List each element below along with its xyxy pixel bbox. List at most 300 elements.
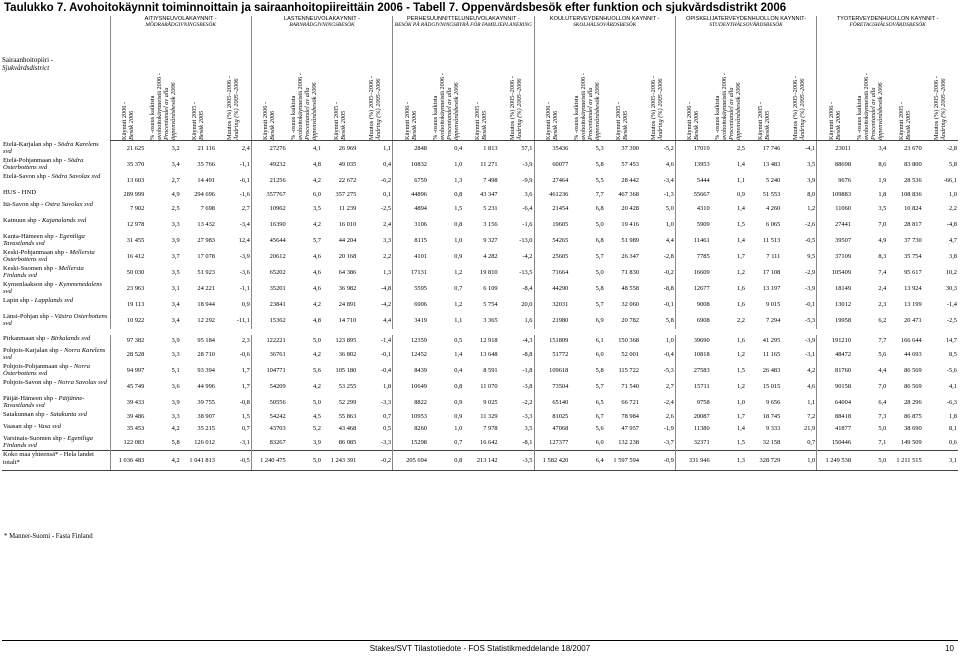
table-cell: -2,9 <box>805 269 816 276</box>
table-cell: 7,3 <box>878 413 887 420</box>
table-cell: 9758 <box>675 395 710 411</box>
table-cell: 4894 <box>393 201 428 217</box>
table-cell: 108 836 <box>900 191 922 198</box>
table-cell: 35 754 <box>904 253 922 260</box>
table-cell: -13,0 <box>519 237 533 244</box>
table-cell: 10832 <box>393 157 428 173</box>
table-cell: -0,2 <box>663 269 674 276</box>
table-cell: 2,7 <box>171 177 180 184</box>
table-cell: 35201 <box>251 281 286 297</box>
table-cell: 15711 <box>675 379 710 395</box>
table-cell: 64 386 <box>338 269 357 276</box>
total-cell: 213 142 <box>463 451 498 471</box>
table-cell: 3,6 <box>171 383 180 390</box>
table-cell: 37 390 <box>621 145 639 153</box>
table-cell: 4101 <box>393 249 428 265</box>
row-label <box>2 335 110 347</box>
total-cell: 1 211 515 <box>887 451 922 471</box>
row-label <box>2 363 110 379</box>
table-cell: 17019 <box>675 141 710 157</box>
table-cell: 81760 <box>817 363 852 379</box>
column-header-fi: Käynnit 2006 - <box>403 101 411 140</box>
table-cell: 19 416 <box>621 221 639 228</box>
table-cell: -2,8 <box>946 145 957 153</box>
table-cell: 1,9 <box>878 177 887 184</box>
table-cell: 39 486 <box>110 411 145 423</box>
column-header <box>357 52 392 141</box>
column-header <box>145 52 180 141</box>
row-label <box>2 265 110 281</box>
table-cell: -3,1 <box>239 438 250 446</box>
table-cell: 44 996 <box>197 383 215 390</box>
column-header <box>322 52 357 141</box>
table-cell: 0,1 <box>383 191 392 198</box>
table-cell: 14 491 <box>197 177 215 184</box>
row-label <box>2 379 110 395</box>
table-cell: 11 165 <box>762 351 781 358</box>
table-cell: 18149 <box>817 281 852 297</box>
column-header-sv: Besök 2005 <box>480 110 488 140</box>
table-cell: 23011 <box>817 141 852 157</box>
total-cell: 328 729 <box>746 451 781 471</box>
table-cell: 32 158 <box>762 438 781 446</box>
district-name-fi: Länsi-Pohjan shp - <box>3 312 53 320</box>
total-row <box>2 451 958 471</box>
table-cell: 95 184 <box>197 337 215 344</box>
district-name-fi: Pohjois-Karjalan shp - <box>3 346 63 354</box>
group-header-fi: ÄITIYSNEUVOLAKÄYNNIT - <box>144 16 217 22</box>
column-header <box>499 52 534 141</box>
table-cell: 94 997 <box>110 363 145 379</box>
table-cell: 2848 <box>393 141 428 157</box>
table-cell: 43703 <box>251 423 286 435</box>
table-cell: 12452 <box>393 347 428 363</box>
table-cell: 22 672 <box>338 177 357 184</box>
table-cell: -5,6 <box>946 367 957 374</box>
table-cell: 2,3 <box>878 301 887 308</box>
page-number: 10 <box>945 644 954 653</box>
district-name-fi: Kanta-Hämeen shp - <box>3 232 58 240</box>
table-cell: -3,3 <box>381 399 392 406</box>
table-cell: 6,8 <box>595 205 604 212</box>
table-cell: 5,7 <box>595 253 604 260</box>
table-cell: 2,6 <box>665 413 674 420</box>
table-cell: 7 698 <box>200 205 215 212</box>
total-cell: 205 694 <box>393 451 428 471</box>
table-cell: 5,8 <box>595 161 604 168</box>
table-cell: 86 569 <box>904 367 922 374</box>
table-cell: 32371 <box>675 435 710 451</box>
table-cell: -1,1 <box>239 161 250 168</box>
table-cell: 10953 <box>393 411 428 423</box>
table-cell: 0,7 <box>383 413 392 420</box>
table-cell: 467 368 <box>618 191 639 198</box>
row-label <box>2 313 110 329</box>
column-header-fi: % -osuus kaikista avohoitokäynneistä 2006 - <box>714 73 729 140</box>
table-cell: 13 648 <box>480 351 498 358</box>
group-header-sv: MÖDRARÅDGIVNINGSBESÖK <box>145 22 216 28</box>
table-cell: 6759 <box>393 173 428 189</box>
table-cell: 50556 <box>251 395 286 411</box>
table-cell: 0,5 <box>454 337 463 344</box>
table-cell: -3,1 <box>805 351 816 358</box>
table-cell: 1,5 <box>454 205 463 212</box>
group-header-fi: KOULUTERVEYDENHUOLLON KÄYNNIT - <box>549 16 660 22</box>
table-cell: -0,8 <box>239 399 250 406</box>
table-cell: 1,7 <box>241 367 250 374</box>
table-cell: 43 468 <box>338 425 357 432</box>
table-cell: 2,2 <box>949 205 957 212</box>
column-header <box>428 52 463 141</box>
table-cell: 10,2 <box>945 269 957 276</box>
table-cell: 1,4 <box>737 205 745 212</box>
table-cell: 5 231 <box>483 205 498 212</box>
table-cell: 0,9 <box>737 191 745 198</box>
table-cell: 5595 <box>393 281 428 297</box>
row-label <box>2 347 110 363</box>
row-label <box>2 173 110 189</box>
table-cell: 21,9 <box>804 425 816 432</box>
table-cell: 1,4 <box>737 237 745 244</box>
column-header <box>463 52 498 141</box>
district-name-sv: Egentliga Tavastlands svd <box>3 232 85 248</box>
table-row <box>2 423 958 435</box>
total-cell: 5,0 <box>287 451 322 471</box>
total-cell: 1 036 483 <box>110 451 145 471</box>
row-label <box>2 423 110 435</box>
table-cell: 1,7 <box>737 413 745 420</box>
table-cell: 3,9 <box>312 438 321 446</box>
table-cell: 11 239 <box>338 205 357 212</box>
table-cell: 20 471 <box>904 317 922 324</box>
table-cell: 65140 <box>534 395 569 411</box>
table-cell: 4,4 <box>383 317 392 324</box>
district-name-sv: Birkalands svd <box>50 334 91 342</box>
table-cell: 51 989 <box>621 237 639 244</box>
table-cell: 39 433 <box>110 395 145 411</box>
table-cell: 28 442 <box>621 177 639 184</box>
table-cell: 0,5 <box>383 425 392 432</box>
table-cell: 7,1 <box>878 438 887 446</box>
table-cell: 81025 <box>534 411 569 423</box>
column-header-sv: Besök 2006 <box>269 110 277 140</box>
total-cell: 1 582 420 <box>534 451 569 471</box>
row-label <box>2 297 110 313</box>
table-cell: 1,2 <box>737 383 745 390</box>
table-cell: -0,1 <box>805 301 816 308</box>
column-header <box>852 52 887 141</box>
table-cell: 105 180 <box>335 367 357 374</box>
column-header-sv: Ändring (%) 2005–2006 <box>657 78 665 140</box>
table-cell: 8,5 <box>949 351 957 358</box>
table-cell: 7,2 <box>807 413 816 420</box>
table-cell: 5,7 <box>595 383 604 390</box>
table-cell: 19 810 <box>480 269 498 276</box>
table-cell: 35 215 <box>197 425 215 432</box>
table-cell: 3,5 <box>807 161 816 168</box>
table-cell: 6906 <box>393 297 428 313</box>
table-cell: 1,0 <box>949 191 957 198</box>
table-cell: 5,7 <box>312 237 321 244</box>
table-cell: 25605 <box>534 249 569 265</box>
table-cell: 26 969 <box>338 145 357 153</box>
table-cell: 4,1 <box>949 383 957 390</box>
table-cell: -3,4 <box>239 221 250 228</box>
table-cell: 6,8 <box>595 237 604 244</box>
table-cell: 44290 <box>534 281 569 297</box>
table-cell: 1,0 <box>454 425 463 432</box>
table-cell: 27276 <box>251 141 286 157</box>
table-cell: -2,2 <box>522 399 533 406</box>
table-cell: -3,6 <box>239 269 250 276</box>
row-label <box>2 281 110 297</box>
group-header-fi: TYÖTERVEYDENHUOLLON KÄYNNIT - <box>836 16 939 22</box>
table-cell: -4,2 <box>522 253 533 260</box>
row-label <box>2 411 110 423</box>
total-cell: 1 240 475 <box>251 451 286 471</box>
table-cell: 3,1 <box>171 285 180 292</box>
column-header-fi: Käynnit 2006 - <box>827 101 835 140</box>
district-name-fi: Satakunnan shp - <box>3 410 49 418</box>
table-cell: 14 710 <box>338 317 357 324</box>
district-name-fi: Kainuun shp - <box>3 216 41 224</box>
table-cell: 13 603 <box>110 173 145 189</box>
table-cell: 7 294 <box>765 317 781 324</box>
total-cell: 1,3 <box>711 451 746 471</box>
table-cell: 1,7 <box>241 383 250 390</box>
table-cell: 49232 <box>251 157 286 173</box>
table-cell: 7,7 <box>595 191 604 198</box>
table-cell: 17 108 <box>762 269 781 276</box>
table-cell: 1,6 <box>737 337 745 344</box>
column-header <box>605 52 640 141</box>
district-name-sv: Norra Karelens svd <box>3 346 106 362</box>
district-name-fi: Etelä-Savon shp - <box>3 172 50 180</box>
table-cell: 5,0 <box>878 425 887 432</box>
column-header-sv: Besök 2005 <box>622 110 630 140</box>
table-cell: 4,6 <box>665 161 674 168</box>
table-row <box>2 189 958 201</box>
table-cell: 4,8 <box>312 161 321 168</box>
table-cell: 39690 <box>675 335 710 347</box>
table-cell: -2,5 <box>381 205 392 212</box>
table-cell: 1,3 <box>454 177 463 184</box>
table-cell: 1,5 <box>241 413 250 420</box>
table-cell: 1,4 <box>737 425 745 432</box>
table-cell: 2,5 <box>171 205 180 212</box>
table-cell: 0,7 <box>454 285 463 292</box>
table-cell: 6,2 <box>878 317 887 324</box>
column-header-sv: Besök 2005 <box>339 110 347 140</box>
table-cell: 109883 <box>817 189 852 201</box>
table-cell: 28 710 <box>197 351 215 358</box>
table-cell: 20612 <box>251 249 286 265</box>
table-cell: -4,1 <box>805 145 816 153</box>
table-cell: 4,9 <box>171 191 180 198</box>
table-cell: 12 978 <box>110 217 145 233</box>
table-cell: 9 015 <box>765 301 781 308</box>
table-cell: 1,1 <box>737 177 745 184</box>
table-cell: -1,4 <box>946 301 957 308</box>
column-header-fi: % -osuus kaikista avohoitokäynneistä 2006 - <box>431 73 446 140</box>
table-cell: 51 553 <box>762 191 781 198</box>
table-cell: 44 693 <box>904 351 922 358</box>
corner-header <box>2 16 110 141</box>
table-cell: 3,5 <box>878 205 887 212</box>
table-cell: 2,4 <box>878 285 887 292</box>
table-cell: 21980 <box>534 313 569 329</box>
table-cell: 11 070 <box>480 383 498 390</box>
table-cell: 0,4 <box>454 367 463 374</box>
table-cell: 5 240 <box>765 177 781 184</box>
table-cell: 49 035 <box>338 161 357 168</box>
table-cell: 16 412 <box>110 249 145 265</box>
group-header-fi: LASTENNEUVOLAKÄYNNIT - <box>283 16 361 22</box>
table-cell: -9,9 <box>522 177 533 184</box>
table-cell: 1,1 <box>383 145 392 153</box>
table-cell: -1,9 <box>663 425 674 432</box>
table-cell: 3,3 <box>383 237 392 244</box>
table-cell: 7 902 <box>110 201 145 217</box>
table-cell: -5,3 <box>805 317 816 324</box>
total-cell: -3,5 <box>499 451 534 471</box>
table-cell: -2,6 <box>805 221 816 228</box>
table-cell: -0,1 <box>663 301 674 308</box>
table-cell: 0,4 <box>383 161 392 168</box>
table-cell: 20087 <box>675 411 710 423</box>
table-cell: 54209 <box>251 379 286 395</box>
table-cell: 105409 <box>817 265 852 281</box>
table-cell: 3,9 <box>807 177 816 184</box>
table-cell: 8,1 <box>949 425 957 432</box>
table-cell: 0,9 <box>454 253 463 260</box>
table-cell: 4 282 <box>483 253 498 260</box>
column-header-sv: Procentandel av alla öppenvårdsbesök 2006 <box>869 82 884 140</box>
district-name-sv: Egentliga Finlands svd <box>3 434 93 450</box>
table-cell: 9 025 <box>483 399 498 406</box>
table-cell: 6,0 <box>595 351 604 358</box>
total-cell: 5,0 <box>852 451 887 471</box>
table-cell: 5,8 <box>595 367 604 374</box>
column-header <box>640 52 675 141</box>
table-cell: 1,1 <box>807 399 816 406</box>
table-cell: 9,5 <box>807 253 816 260</box>
table-cell: 88698 <box>817 157 852 173</box>
table-cell: -3,4 <box>663 177 674 184</box>
table-cell: 13 199 <box>904 301 922 308</box>
table-cell: 8 591 <box>483 367 498 374</box>
table-cell: 36 982 <box>338 285 357 292</box>
table-cell: -8,8 <box>522 351 533 358</box>
table-cell: 4,7 <box>949 237 957 244</box>
district-name-sv: Satakunta svd <box>50 410 87 418</box>
table-cell: 51 923 <box>197 269 215 276</box>
column-header-fi: Muutos (%) 2005–2006 - <box>367 76 375 140</box>
table-cell: 6,4 <box>878 399 887 406</box>
table-cell: 5,6 <box>878 351 887 358</box>
table-cell: 36761 <box>251 347 286 363</box>
table-cell: 51772 <box>534 347 569 363</box>
table-cell: 123 895 <box>335 337 357 344</box>
column-header-fi: Muutos (%) 2005–2006 - <box>650 76 658 140</box>
table-cell: 151809 <box>534 335 569 347</box>
table-cell: -0,6 <box>239 351 250 358</box>
table-cell: 2,2 <box>737 317 745 324</box>
table-cell: 5,8 <box>949 161 957 168</box>
table-cell: 23 963 <box>110 281 145 297</box>
table-cell: 1,0 <box>454 161 463 168</box>
table-cell: 1,2 <box>807 205 816 212</box>
district-name-fi: Etelä-Pohjanmaan shp - <box>3 156 66 164</box>
table-cell: 16390 <box>251 217 286 233</box>
table-cell: 9 656 <box>765 399 781 406</box>
table-cell: 11 513 <box>762 237 781 244</box>
table-cell: 1,2 <box>454 269 463 276</box>
column-header <box>923 52 958 141</box>
table-cell: 8260 <box>393 423 428 435</box>
district-name-fi: Pohjois-Savon shp - <box>3 378 57 386</box>
table-cell: 31 455 <box>110 233 145 249</box>
total-cell: 331 946 <box>675 451 710 471</box>
table-row <box>2 217 958 233</box>
table-cell: 1,0 <box>665 337 674 344</box>
table-cell: -3,8 <box>522 383 533 390</box>
table-cell: 4,1 <box>312 145 321 153</box>
table-cell: 1,8 <box>949 413 957 420</box>
table-row <box>2 265 958 281</box>
table-cell: 1,5 <box>737 438 745 446</box>
table-cell: 4,6 <box>312 269 321 276</box>
table-cell: 0,8 <box>454 383 463 390</box>
table-cell: 11461 <box>675 233 710 249</box>
column-header <box>534 52 569 141</box>
total-cell: -0,2 <box>357 451 392 471</box>
table-cell: 0,7 <box>807 438 816 446</box>
row-label <box>2 435 110 451</box>
table-cell: -6,1 <box>239 177 250 184</box>
page-title: Taulukko 7. Avohoitokäynnit toiminnoittain ja sairaanhoitopiireittäin 2006 - Tabell 7. Öppenvårdsbesök efter funktion och sjukvårdsdistrikt 2006 <box>4 2 787 14</box>
table-cell: 16 010 <box>338 221 357 228</box>
table-cell: 109618 <box>534 363 569 379</box>
table-cell: 17 078 <box>197 253 215 260</box>
table-cell: 57,1 <box>521 145 533 153</box>
table-cell: -6,2 <box>381 177 392 184</box>
table-cell: 11380 <box>675 423 710 435</box>
column-header-fi: Käynnit 2005 - <box>332 101 340 140</box>
table-cell: 11 271 <box>480 161 498 168</box>
table-cell: 41 295 <box>762 337 781 344</box>
table-cell: 83267 <box>251 435 286 451</box>
table-cell: 3,4 <box>171 301 180 308</box>
table-cell: 461236 <box>534 189 569 201</box>
table-row <box>2 363 958 379</box>
table-cell: 55667 <box>675 189 710 201</box>
total-cell: 0,8 <box>428 451 463 471</box>
table-cell: 3,9 <box>171 399 180 406</box>
table-cell: 3 365 <box>483 317 498 324</box>
table-cell: 18 745 <box>762 413 781 420</box>
corner-label-sv: Sjukvårdsdistrict <box>2 64 50 72</box>
table-cell: 48472 <box>817 347 852 363</box>
table-cell: 90158 <box>817 379 852 395</box>
district-name-sv: Norra Österbottens svd <box>3 362 91 378</box>
table-cell: 6 065 <box>765 221 781 228</box>
table-cell: 1 813 <box>483 145 498 153</box>
row-label <box>2 157 110 173</box>
table-cell: 2,7 <box>241 205 250 212</box>
table-cell: -4,8 <box>946 221 957 228</box>
district-name-sv: Vasa svd <box>37 422 61 430</box>
